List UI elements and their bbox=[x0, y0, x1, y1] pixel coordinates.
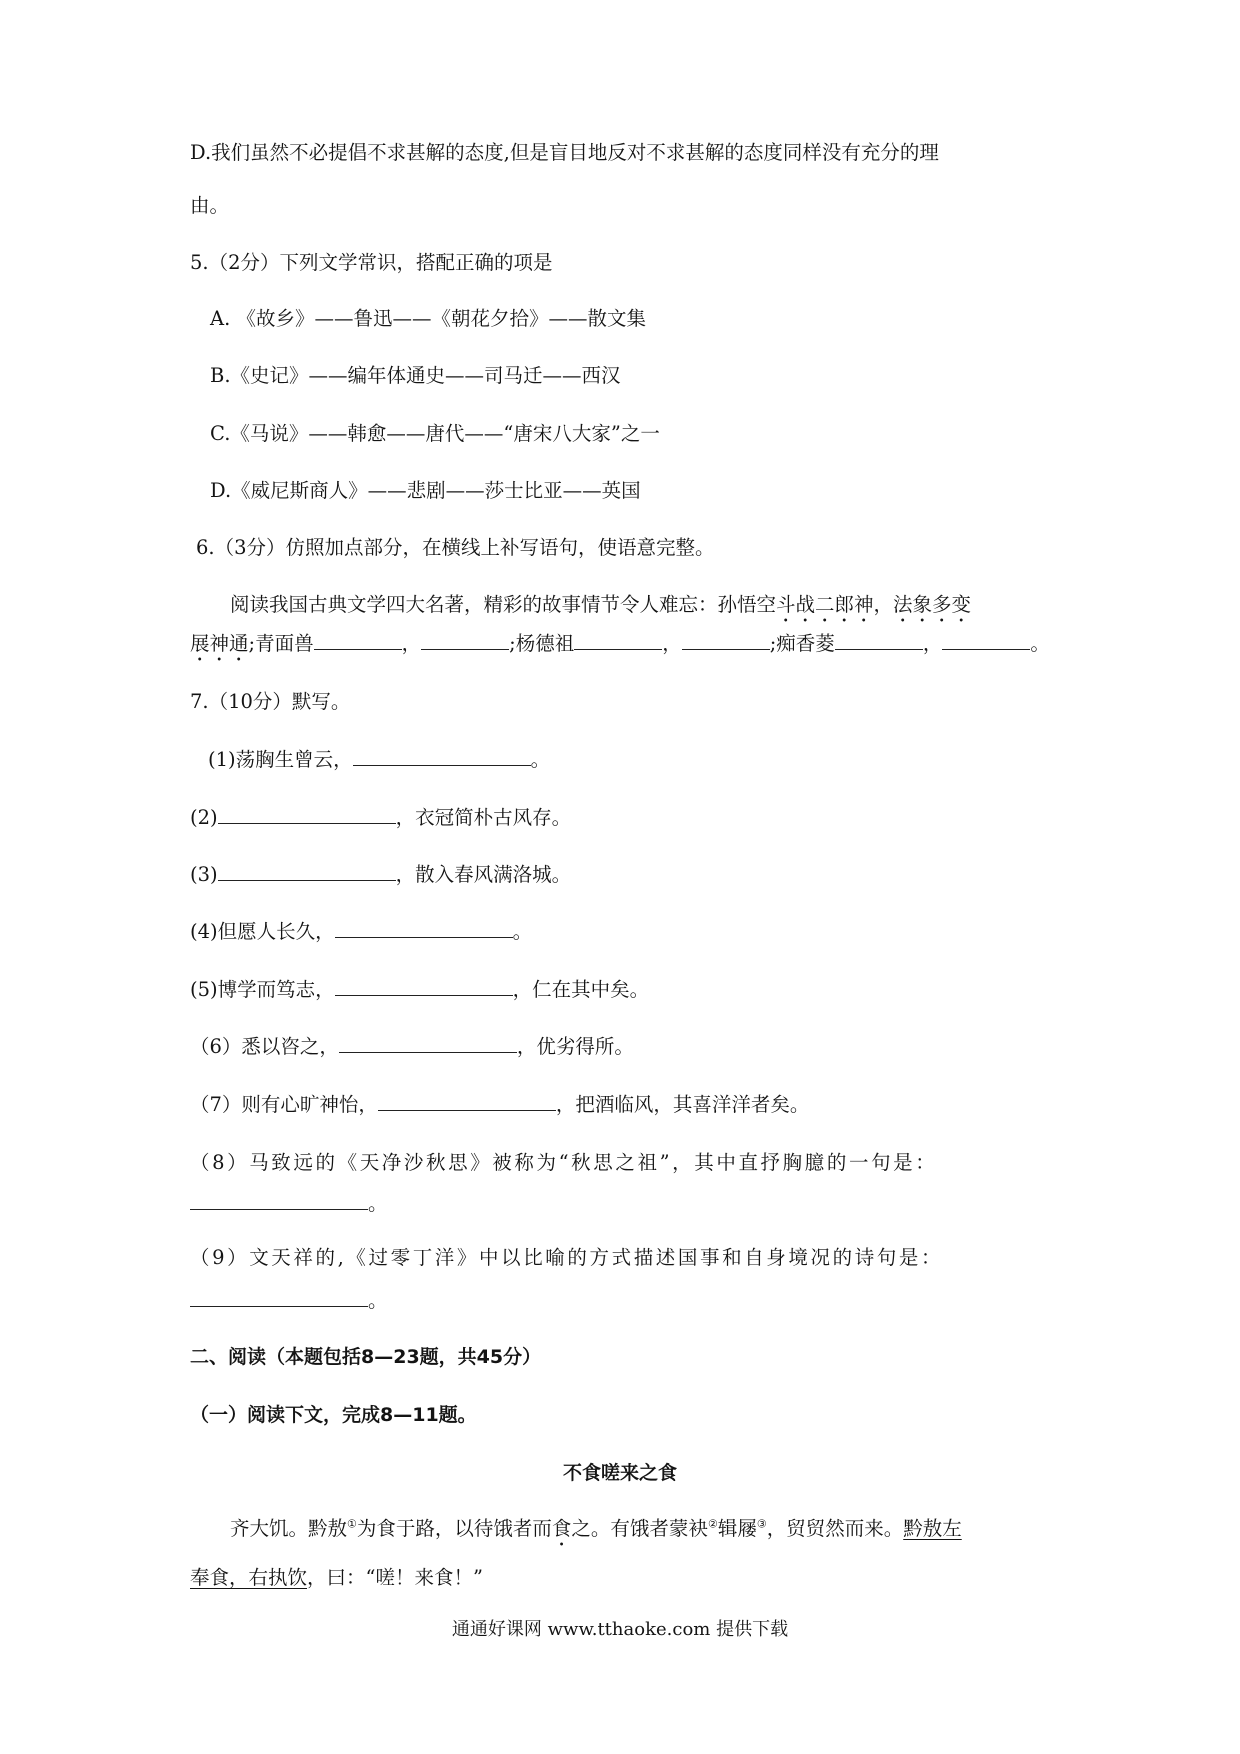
q7-blank-8[interactable] bbox=[190, 1190, 368, 1210]
q4-option-d-line2: 由。 bbox=[190, 194, 230, 217]
q7-blank-9[interactable] bbox=[190, 1287, 368, 1307]
q6-blank-3[interactable] bbox=[574, 630, 662, 650]
q7-item-text: ，衣冠简朴古风存。 bbox=[395, 806, 572, 829]
q7-stem: 7.（10分）默写。 bbox=[190, 690, 351, 713]
q6-stem: 6.（3分）仿照加点部分，在横线上补写语句，使语意完整。 bbox=[196, 536, 715, 559]
q7-item-text: (1)荡胸生曾云， bbox=[208, 748, 353, 771]
q6-comma: ， bbox=[401, 632, 422, 655]
passage-text: 齐大饥。黔敖 bbox=[230, 1517, 348, 1540]
q5-option-c: C.《马说》——韩愈——唐代——“唐宋八大家”之一 bbox=[210, 422, 660, 445]
q5-option-b: B.《史记》——编年体通史——司马迁——西汉 bbox=[210, 364, 621, 387]
q6-comma: ， bbox=[662, 632, 682, 655]
q6-prompt-line1 bbox=[230, 592, 1110, 627]
q7-blank-4[interactable] bbox=[335, 918, 513, 938]
q7-blank-1[interactable] bbox=[353, 746, 531, 766]
q7-item-text: ，优劣得所。 bbox=[516, 1035, 634, 1058]
q6-dotted-phrase-3: 展神通 bbox=[190, 632, 249, 655]
q7-item-text: (4)但愿人长久， bbox=[190, 920, 335, 943]
passage-line-1 bbox=[230, 1516, 1070, 1551]
q7-blank-3[interactable] bbox=[218, 861, 396, 881]
q7-period: 。 bbox=[368, 1289, 388, 1312]
passage-text: ，曰：“嗟！来食！” bbox=[307, 1566, 483, 1589]
q6-dotted-phrase: 斗战二郎神 bbox=[776, 593, 874, 616]
q6-qingmianshou: ;青面兽 bbox=[248, 632, 314, 655]
q6-semicolon: ; bbox=[769, 632, 777, 655]
q7-item-6 bbox=[190, 1033, 1070, 1060]
page-footer: 通通好课网 www.tthaoke.com 提供下载 bbox=[451, 1619, 789, 1640]
subsection-heading: （一）阅读下文，完成8—11题。 bbox=[190, 1404, 477, 1426]
q6-semicolon: ; bbox=[509, 632, 516, 655]
q7-item-text: (3) bbox=[190, 863, 218, 886]
q6-blank-1[interactable] bbox=[314, 630, 402, 650]
q7-item-text: (5)博学而笃志， bbox=[190, 978, 335, 1001]
q7-item-text: 。 bbox=[512, 920, 533, 943]
passage-title: 不食嗟来之食 bbox=[562, 1462, 677, 1484]
q6-yangdezu: 杨德祖 bbox=[515, 632, 575, 655]
q4-option-d-line1: D.我们虽然不必提倡不求甚解的态度,但是盲目地反对不求甚解的态度同样没有充分的理 bbox=[190, 141, 939, 164]
passage-line-2 bbox=[190, 1565, 1070, 1591]
q6-chixiangling: 痴香菱 bbox=[776, 632, 835, 655]
q7-item-7 bbox=[190, 1091, 1070, 1118]
q6-blank-5[interactable] bbox=[835, 630, 923, 650]
section-heading: 二、阅读（本题包括8—23题，共45分） bbox=[190, 1346, 542, 1368]
q6-blank-6[interactable] bbox=[942, 630, 1030, 650]
q7-item-9: （9）文天祥的,《过零丁洋》中以比喻的方式描述国事和自身境况的诗句是： bbox=[190, 1246, 944, 1269]
q7-blank-6[interactable] bbox=[339, 1033, 517, 1053]
q7-item-text: (2) bbox=[190, 806, 218, 829]
q7-item-text: ，散入春风满洛城。 bbox=[395, 863, 572, 886]
q5-option-a: A. 《故乡》——鲁迅——《朝花夕拾》——散文集 bbox=[210, 307, 646, 330]
q7-blank-2[interactable] bbox=[218, 804, 396, 824]
q7-item-text: ，仁在其中矣。 bbox=[512, 978, 650, 1001]
q7-item-text: ，把酒临风，其喜洋洋者矣。 bbox=[555, 1093, 810, 1116]
q7-item-2 bbox=[190, 804, 1070, 831]
q7-item-4 bbox=[190, 918, 1070, 945]
q6-blank-4[interactable] bbox=[682, 630, 770, 650]
q7-item-text: （7）则有心旷神怡， bbox=[190, 1093, 378, 1116]
q6-period: 。 bbox=[1030, 632, 1050, 655]
underlined-text: 奉食，右执饮 bbox=[190, 1566, 308, 1589]
dotted-char: 食 bbox=[551, 1517, 572, 1540]
q5-option-d: D.《威尼斯商人》——悲剧——莎士比亚——英国 bbox=[210, 479, 641, 502]
q6-line1-text: 阅读我国古典文学四大名著，精彩的故事情节令人难忘：孙悟空 bbox=[230, 593, 777, 616]
q7-item-5 bbox=[190, 976, 1070, 1003]
passage-text: 之。有饿者蒙袂 bbox=[571, 1517, 708, 1540]
footnote-mark: ② bbox=[707, 1517, 718, 1531]
q7-item-8: （8）马致远的《天净沙秋思》被称为“秋思之祖”，其中直抒胸臆的一句是： bbox=[190, 1151, 938, 1174]
passage-text: 辑屦 bbox=[717, 1517, 757, 1540]
passage-text: 为食于路，以待饿者而 bbox=[356, 1517, 552, 1540]
footnote-mark: ① bbox=[347, 1517, 357, 1531]
q6-comma: ， bbox=[922, 632, 943, 655]
passage-text: ，贸贸然而来。 bbox=[766, 1517, 904, 1540]
underlined-text: 黔敖左 bbox=[903, 1517, 962, 1540]
q7-item-9-answer bbox=[190, 1287, 1070, 1314]
q6-prompt-line2 bbox=[190, 630, 1070, 666]
q6-comma: ， bbox=[873, 593, 894, 616]
q5-stem: 5.（2分）下列文学常识，搭配正确的项是 bbox=[190, 251, 553, 274]
q7-item-text: 。 bbox=[530, 748, 551, 771]
q7-item-text: （6）悉以咨之， bbox=[190, 1035, 339, 1058]
q7-item-3 bbox=[190, 861, 1070, 888]
q7-item-8-answer bbox=[190, 1190, 1070, 1217]
q6-dotted-phrase-2: 法象多变 bbox=[893, 593, 972, 616]
q7-blank-5[interactable] bbox=[335, 976, 513, 996]
q7-item-1 bbox=[208, 746, 1088, 773]
q7-period: 。 bbox=[368, 1192, 388, 1215]
q6-blank-2[interactable] bbox=[421, 630, 509, 650]
q7-blank-7[interactable] bbox=[378, 1091, 556, 1111]
footnote-mark: ③ bbox=[756, 1517, 767, 1531]
